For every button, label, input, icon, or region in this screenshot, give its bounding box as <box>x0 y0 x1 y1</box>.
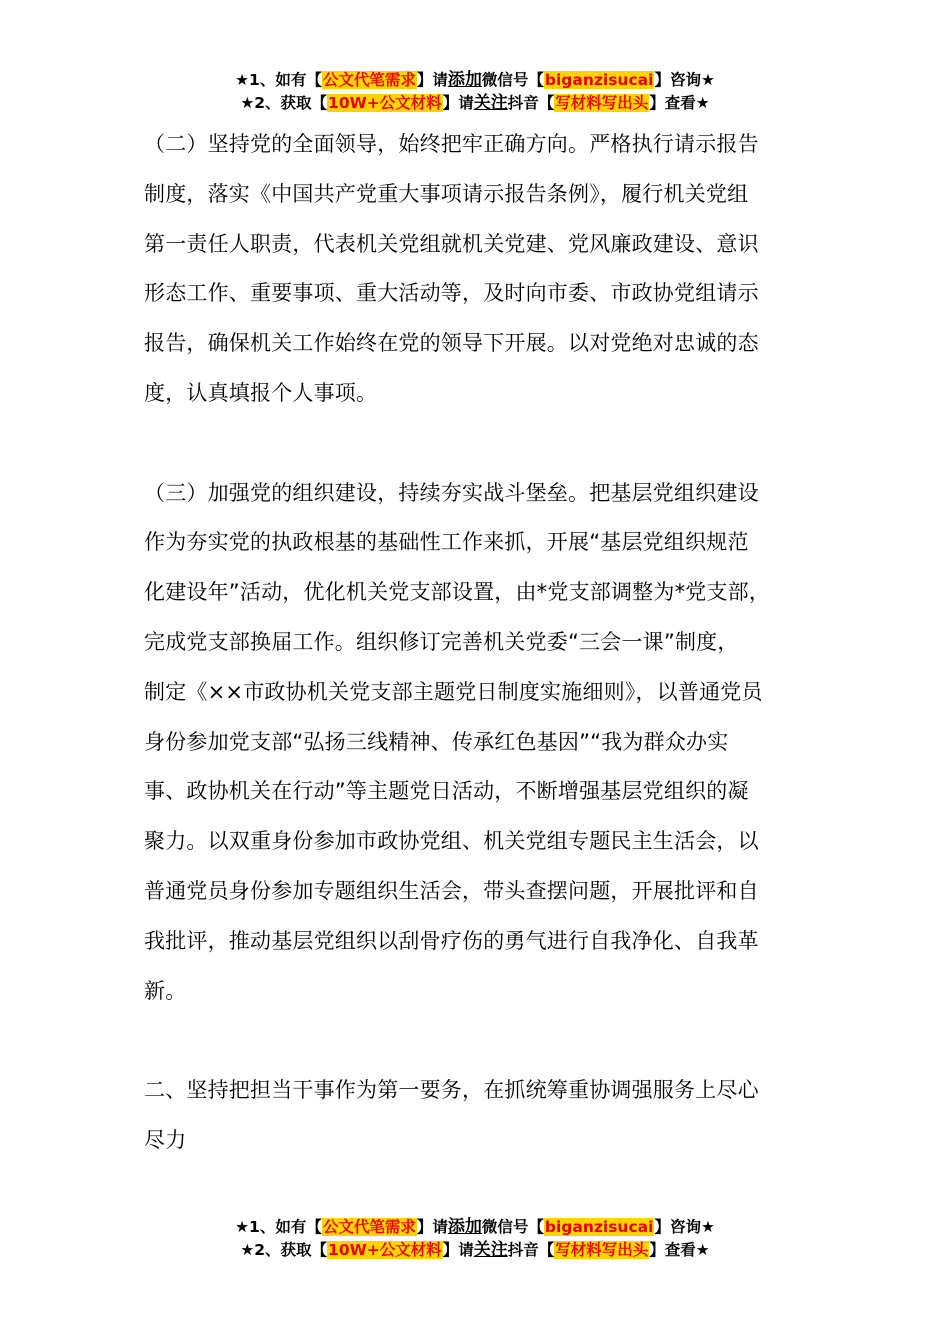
banner-highlight: 写材料写出头 <box>555 94 649 112</box>
text-line: 报告，确保机关工作始终在党的领导下开展。以对党绝对忠诚的态 <box>144 331 759 356</box>
text-line: （二）坚持党的全面领导，始终把牢正确方向。严格执行请示报告 <box>144 132 759 156</box>
banner-line-2: ★2、获取【10W+公文材料】请关注抖音【写材料写出头】查看★ <box>240 1240 710 1260</box>
text-line: 我批评，推动基层党组织以刮骨疗伤的勇气进行自我净化、自我革 <box>144 928 759 953</box>
banner-highlight: biganzisucai <box>544 1218 654 1236</box>
banner-highlight: 公文代笔需求 <box>322 71 416 89</box>
text-line: 度，认真填报个人事项。 <box>144 380 378 405</box>
section-heading <box>144 1066 834 1166</box>
text-line: 普通党员身份参加专题组织生活会，带头查摆问题，开展批评和自 <box>144 878 759 903</box>
text-line: 二、坚持把担当干事作为第一要务，在抓统筹重协调强服务上尽心 <box>144 1078 759 1103</box>
banner-highlight: 10W+公文材料 <box>328 1241 442 1259</box>
text-line: 完成党支部换届工作。组织修订完善机关党委“三会一课”制度， <box>144 629 739 654</box>
text-line: 制定《××市政协机关党支部主题党日制度实施细则》，以普通党员 <box>144 679 763 704</box>
text-line: 化建设年”活动，优化机关党支部设置，由*党支部调整为*党支部， <box>144 580 771 605</box>
banner-line-1: ★1、如有【公文代笔需求】请添加微信号【biganzisucai】咨询★ <box>235 70 715 90</box>
text-line: 新。 <box>144 978 187 1003</box>
banner-highlight: 公文代笔需求 <box>322 1218 416 1236</box>
paragraph-2 <box>144 120 834 419</box>
banner-highlight: biganzisucai <box>544 71 654 89</box>
document-body <box>144 120 834 1166</box>
text-line: 制度，落实《中国共产党重大事项请示报告条例》，履行机关党组 <box>144 181 749 206</box>
text-line: 尽力 <box>144 1127 187 1152</box>
text-line: 形态工作、重要事项、重大活动等，及时向市委、市政协党组请示 <box>144 281 759 306</box>
header-banner <box>0 69 950 115</box>
banner-line-1: ★1、如有【公文代笔需求】请添加微信号【biganzisucai】咨询★ <box>235 1217 715 1237</box>
text-line: 第一责任人职责，代表机关党组就机关党建、党风廉政建设、意识 <box>144 231 759 256</box>
paragraph-3 <box>144 469 834 1017</box>
text-line: 事、政协机关在行动”等主题党日活动，不断增强基层党组织的凝 <box>144 779 749 804</box>
banner-highlight: 写材料写出头 <box>555 1241 649 1259</box>
text-line: 作为夯实党的执政根基的基础性工作来抓，开展“基层党组织规范 <box>144 530 749 555</box>
text-line: 聚力。以双重身份参加市政协党组、机关党组专题民主生活会，以 <box>144 829 759 854</box>
text-line: （三）加强党的组织建设，持续夯实战斗堡垒。把基层党组织建设 <box>144 480 759 505</box>
banner-line-2: ★2、获取【10W+公文材料】请关注抖音【写材料写出头】查看★ <box>240 93 710 113</box>
banner-highlight: 10W+公文材料 <box>328 94 442 112</box>
footer-banner <box>0 1216 950 1262</box>
text-line: 身份参加党支部“弘扬三线精神、传承红色基因”“我为群众办实 <box>144 729 729 754</box>
